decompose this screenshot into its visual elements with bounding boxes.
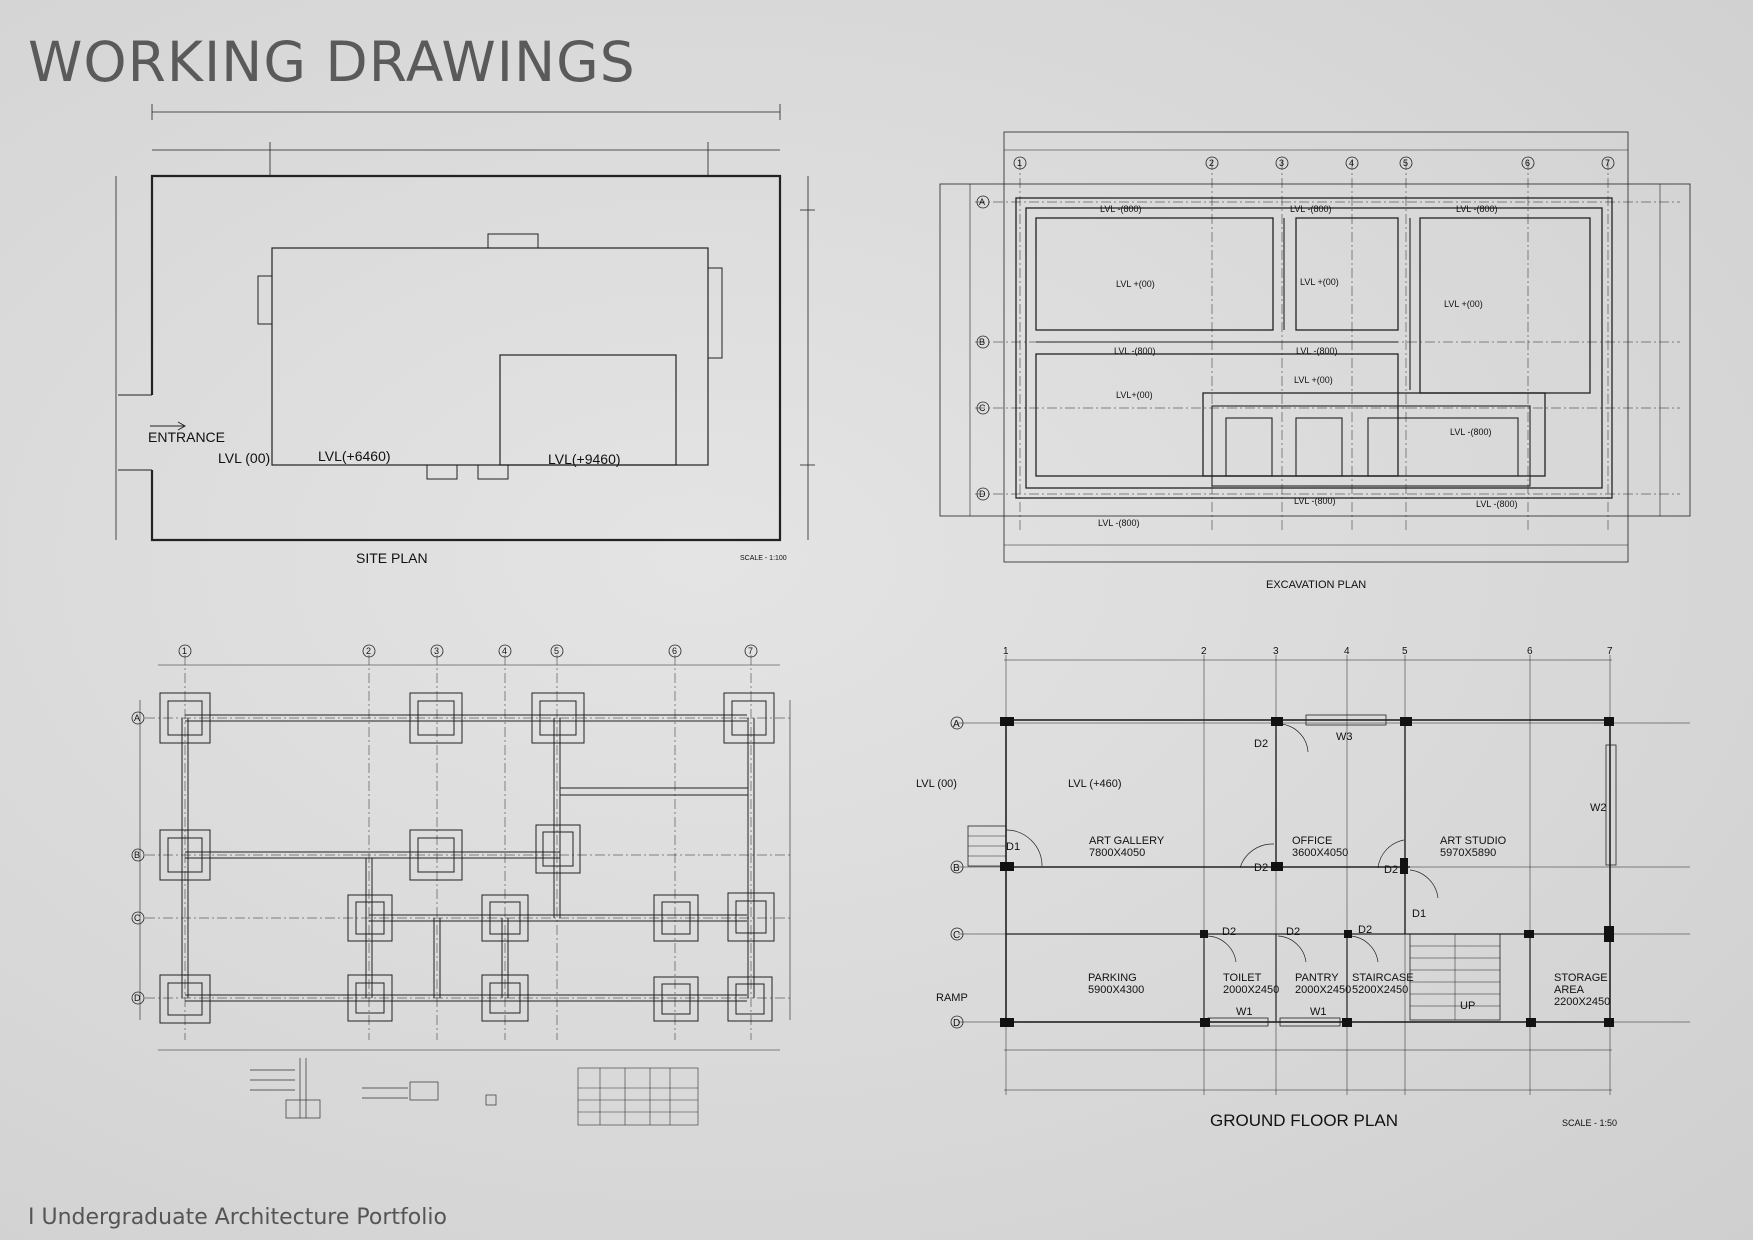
ground-floor-plan [951,655,1690,1095]
svg-text:D2: D2 [1384,864,1399,876]
footing-detail-sketches [250,1058,496,1118]
svg-text:3: 3 [1273,646,1279,657]
svg-text:C: C [953,930,961,941]
svg-text:RAMP: RAMP [936,992,968,1004]
svg-text:D2: D2 [1222,926,1237,938]
site-plan-caption: SITE PLAN [356,550,428,566]
footing-schedule-table [578,1068,698,1125]
svg-text:C: C [134,913,141,923]
svg-text:LVL -(800): LVL -(800) [1114,346,1156,356]
svg-text:7: 7 [748,646,754,656]
svg-text:5200X2450: 5200X2450 [1352,984,1409,996]
gf-plan-scale: SCALE - 1:50 [1562,1118,1618,1128]
svg-text:D2: D2 [1358,924,1373,936]
svg-text:LVL -(800): LVL -(800) [1100,204,1142,214]
svg-text:5: 5 [1403,158,1409,168]
site-plan-scale: SCALE - 1:100 [740,555,787,562]
svg-text:A: A [979,197,986,207]
svg-text:UP: UP [1460,1000,1476,1012]
footing-grid-labels [134,646,753,1003]
svg-text:D2: D2 [1286,926,1301,938]
room-art-studio: ART STUDIO [1440,835,1507,847]
site-plan [116,104,815,540]
svg-text:W1: W1 [1236,1006,1253,1018]
svg-text:5: 5 [1402,646,1408,657]
svg-text:LVL -(800): LVL -(800) [1456,204,1498,214]
svg-text:1: 1 [1017,158,1023,168]
svg-text:LVL -(800): LVL -(800) [1294,496,1336,506]
room-toilet: TOILET [1223,972,1262,984]
svg-text:2: 2 [366,646,372,656]
svg-text:5: 5 [554,646,560,656]
svg-text:2: 2 [1201,646,1207,657]
svg-text:D: D [134,993,141,1003]
svg-text:W1: W1 [1310,1006,1327,1018]
svg-text:B: B [953,863,960,874]
svg-text:1: 1 [182,646,188,656]
svg-text:D2: D2 [1254,862,1269,874]
svg-text:4: 4 [1344,646,1350,657]
svg-text:1: 1 [1003,646,1009,657]
svg-text:LVL -(800): LVL -(800) [1476,499,1518,509]
excavation-plan-caption: EXCAVATION PLAN [1266,579,1367,591]
svg-text:4: 4 [502,646,508,656]
svg-text:5900X4300: 5900X4300 [1088,984,1145,996]
svg-text:LVL -(800): LVL -(800) [1098,518,1140,528]
site-entrance-label: ENTRANCE [148,429,226,445]
svg-text:2: 2 [1209,158,1215,168]
svg-text:LVL +(00): LVL +(00) [1444,299,1483,309]
svg-text:7: 7 [1605,158,1611,168]
svg-text:W3: W3 [1336,731,1353,743]
svg-text:W2: W2 [1590,802,1607,814]
svg-text:D: D [979,489,986,499]
svg-text:B: B [979,337,986,347]
svg-text:LVL (+460): LVL (+460) [1068,778,1122,790]
room-storage: STORAGE [1554,972,1608,984]
svg-text:D2: D2 [1254,738,1269,750]
room-parking: PARKING [1088,972,1137,984]
portfolio-footer: I Undergraduate Architecture Portfolio [28,1205,447,1230]
room-art-gallery: ART GALLERY [1089,835,1165,847]
page-title: WORKING DRAWINGS [28,30,636,94]
svg-text:A: A [134,713,141,723]
svg-text:AREA: AREA [1554,984,1584,996]
gf-plan-caption: GROUND FLOOR PLAN [1210,1111,1398,1130]
gf-grid-labels [953,646,1613,1029]
svg-text:D1: D1 [1412,908,1427,920]
svg-text:3: 3 [434,646,440,656]
svg-text:LVL -(800): LVL -(800) [1290,204,1332,214]
svg-text:6: 6 [672,646,678,656]
svg-text:7: 7 [1607,646,1613,657]
svg-text:6: 6 [1527,646,1533,657]
room-staircase: STAIRCASE [1352,972,1414,984]
svg-text:LVL +(00): LVL +(00) [1294,375,1333,385]
svg-text:LVL+(00): LVL+(00) [1116,390,1153,400]
svg-text:A: A [953,719,960,730]
svg-text:LVL -(800): LVL -(800) [1296,346,1338,356]
svg-text:5970X5890: 5970X5890 [1440,847,1497,859]
svg-text:LVL +(00): LVL +(00) [1300,277,1339,287]
svg-text:3: 3 [1279,158,1285,168]
svg-text:D1: D1 [1006,841,1021,853]
room-pantry: PANTRY [1295,972,1339,984]
svg-text:3600X4050: 3600X4050 [1292,847,1349,859]
excavation-level-labels [1098,204,1518,528]
svg-text:B: B [134,850,141,860]
svg-text:LVL +(00): LVL +(00) [1116,279,1155,289]
footing-plan [132,645,790,1050]
site-lvl-00: LVL (00) [218,450,271,466]
svg-text:C: C [979,403,986,413]
gf-room-labels [1088,835,1610,1008]
svg-text:6: 6 [1525,158,1531,168]
svg-text:2000X2450: 2000X2450 [1223,984,1280,996]
svg-text:7800X4050: 7800X4050 [1089,847,1146,859]
svg-text:4: 4 [1349,158,1355,168]
site-lvl-9460: LVL(+9460) [548,451,621,467]
svg-text:2200X2450: 2200X2450 [1554,996,1611,1008]
svg-text:2000X2450: 2000X2450 [1295,984,1352,996]
svg-text:D: D [953,1018,961,1029]
svg-text:LVL -(800): LVL -(800) [1450,427,1492,437]
svg-text:LVL (00): LVL (00) [916,778,957,790]
site-lvl-6460: LVL(+6460) [318,448,391,464]
room-office: OFFICE [1292,835,1333,847]
